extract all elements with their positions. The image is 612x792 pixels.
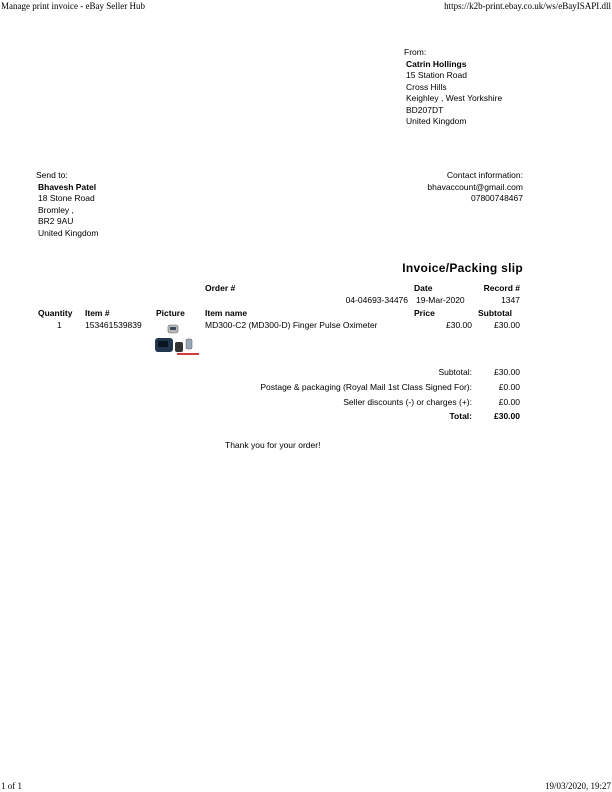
item-price: £30.00 [446, 320, 472, 330]
send-to-label: Send to: [36, 170, 68, 180]
send-to-address-line: United Kingdom [38, 227, 99, 238]
subtotal-value: £30.00 [494, 367, 520, 377]
send-to-address-line: 18 Stone Road [38, 193, 95, 203]
total-value: £30.00 [494, 411, 520, 421]
item-quantity: 1 [57, 320, 62, 330]
discount-label: Seller discounts (-) or charges (+): [343, 397, 472, 407]
total-label: Total: [449, 411, 472, 421]
col-item-number: Item # [85, 308, 110, 318]
order-number-label: Order # [205, 283, 236, 293]
from-address-line: Cross Hills [406, 81, 447, 92]
order-date: 19-Mar-2020 [416, 295, 465, 305]
order-date-label: Date [414, 283, 433, 293]
col-picture: Picture [156, 308, 185, 318]
from-name: Catrin Hollings [406, 58, 467, 69]
order-number: 04-04693-34476 [345, 295, 408, 305]
invoice-title: Invoice/Packing slip [402, 261, 523, 275]
record-number-label: Record # [483, 283, 520, 293]
contact-label: Contact information: [446, 170, 523, 180]
from-label: From: [404, 47, 427, 57]
postage-value: £0.00 [498, 382, 520, 392]
send-to-address-line: BR2 9AU [38, 216, 74, 226]
product-thumbnail [154, 322, 202, 358]
col-subtotal: Subtotal [478, 308, 512, 318]
from-address-line: United Kingdom [406, 116, 467, 126]
thank-you-message: Thank you for your order! [225, 440, 321, 450]
item-subtotal: £30.00 [494, 320, 520, 330]
record-number: 1347 [501, 295, 520, 305]
print-footer-datetime: 19/03/2020, 19:27 [544, 781, 611, 791]
print-header-url: https://k2b-print.ebay.co.uk/ws/eBayISAPI.dll [444, 1, 611, 11]
col-item-name: Item name [205, 308, 248, 318]
contact-block [427, 170, 523, 205]
contact-email: bhavaccount@gmail.com [427, 181, 523, 192]
send-to-name: Bhavesh Patel [38, 181, 97, 192]
from-address-line: 15 Station Road [406, 70, 467, 80]
print-header-title: Manage print invoice - eBay Seller Hub [1, 1, 145, 11]
contact-phone: 07800748467 [470, 193, 523, 203]
send-to-block [36, 170, 98, 239]
col-price: Price [414, 308, 435, 318]
send-to-address-line: Bromley , [38, 204, 74, 215]
from-address-line: Keighley , West Yorkshire [406, 93, 503, 103]
col-quantity: Quantity [38, 308, 73, 318]
from-block [404, 47, 502, 128]
discount-value: £0.00 [498, 397, 520, 407]
from-address-line: BD207DT [406, 104, 444, 115]
print-footer-page: 1 of 1 [1, 781, 22, 791]
item-number: 153461539839 [85, 320, 142, 330]
postage-label: Postage & packaging (Royal Mail 1st Class Signed For): [260, 382, 472, 392]
subtotal-label: Subtotal: [438, 367, 472, 377]
item-name: MD300-C2 (MD300-D) Finger Pulse Oximeter [205, 320, 378, 330]
